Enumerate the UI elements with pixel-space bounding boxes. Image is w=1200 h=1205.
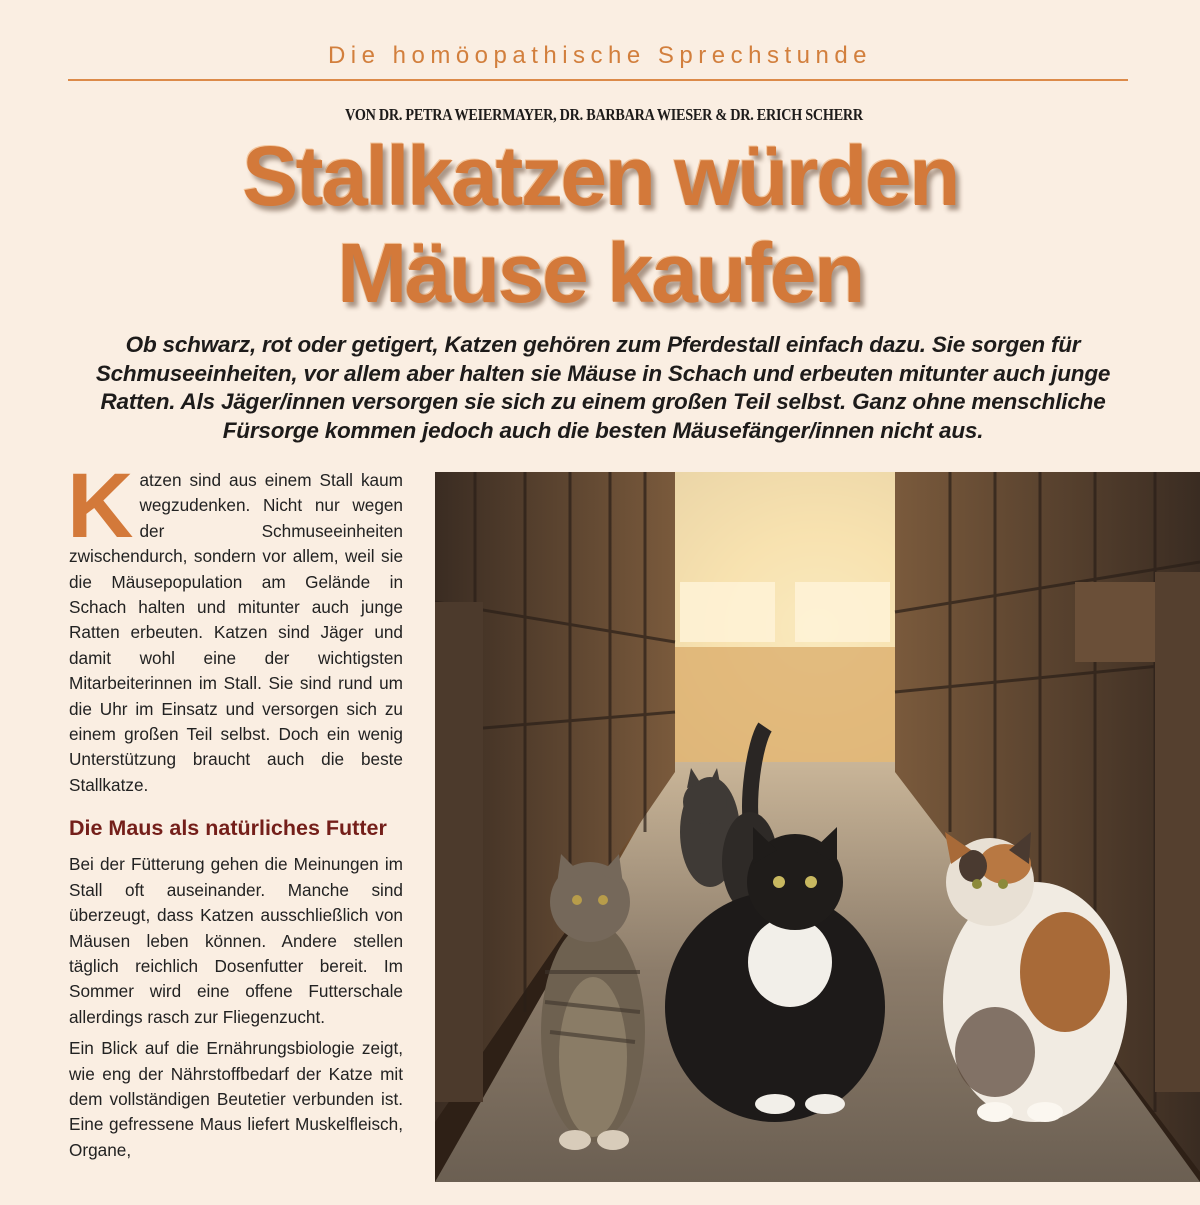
paragraph-2: Bei der Fütterung gehen die Meinungen im Stall oft auseinander. Manche sind überzeugt, dass Katzen ausschließlich von Mäusen leben können. Andere stellen täglich reichlich Dosenfutter bereit. Im Sommer wird eine offene Futterschale allerdings rasch zur Fliegenzucht. [69,854,403,1027]
headline-line-2: Mäuse kaufen [337,226,863,320]
header-rule [68,79,1128,81]
headline-line-1: Stallkatzen würden [242,129,958,223]
section-title: Die homöopathische Sprechstunde [327,42,873,69]
paragraph-3: Ein Blick auf die Ernährungsbiologie zeigt, wie eng der Nährstoffbedarf der Katze mit dem vollständigen Beutetier verbunden ist. Eine gefressene Maus liefert Muskelfleisch, Organe, [69,1038,403,1160]
drop-cap: K [67,455,134,557]
paragraph-1 [67,455,403,798]
cat-tabby [541,854,645,1150]
paragraph-1-text: atzen sind aus einem Stall kaum wegzudenken. Nicht nur wegen der Schmuseeinheiten zwischendurch, sondern vor allem, weil sie die Mäusepopulation am Gelände in Schach halten und mitunter auch junge Ratten erbeuten. Katzen sind Jäger und damit wohl eine der wichtigsten Mitarbeiterinnen im Stall. Sie sind rund um die Uhr im Einsatz und versorgen sich zu einem großen Teil selbst. Doch ein wenig Unterstützung braucht auch die beste Stallkatze. [69,470,403,795]
byline: VON DR. PETRA WEIERMAYER, DR. BARBARA WIESER & DR. ERICH SCHERR [345,105,863,124]
body-column [67,455,403,1163]
lead-paragraph: Ob schwarz, rot oder getigert, Katzen gehören zum Pferdestall einfach dazu. Sie sorgen für Schmuseeinheiten, vor allem aber halten sie Mäuse in Schach und erbeuten mitunter auch junge Ratten. Als Jäger/innen versorgen sie sich zu einem großen Teil selbst. Ganz ohne menschliche Fürsorge kommen jedoch auch die besten Mäusefänger/innen nicht aus. [95,332,1111,443]
subheading: Die Maus als natürliches Futter [69,816,387,841]
headline [0,128,1200,322]
barn-cats-photo [435,472,1200,1182]
